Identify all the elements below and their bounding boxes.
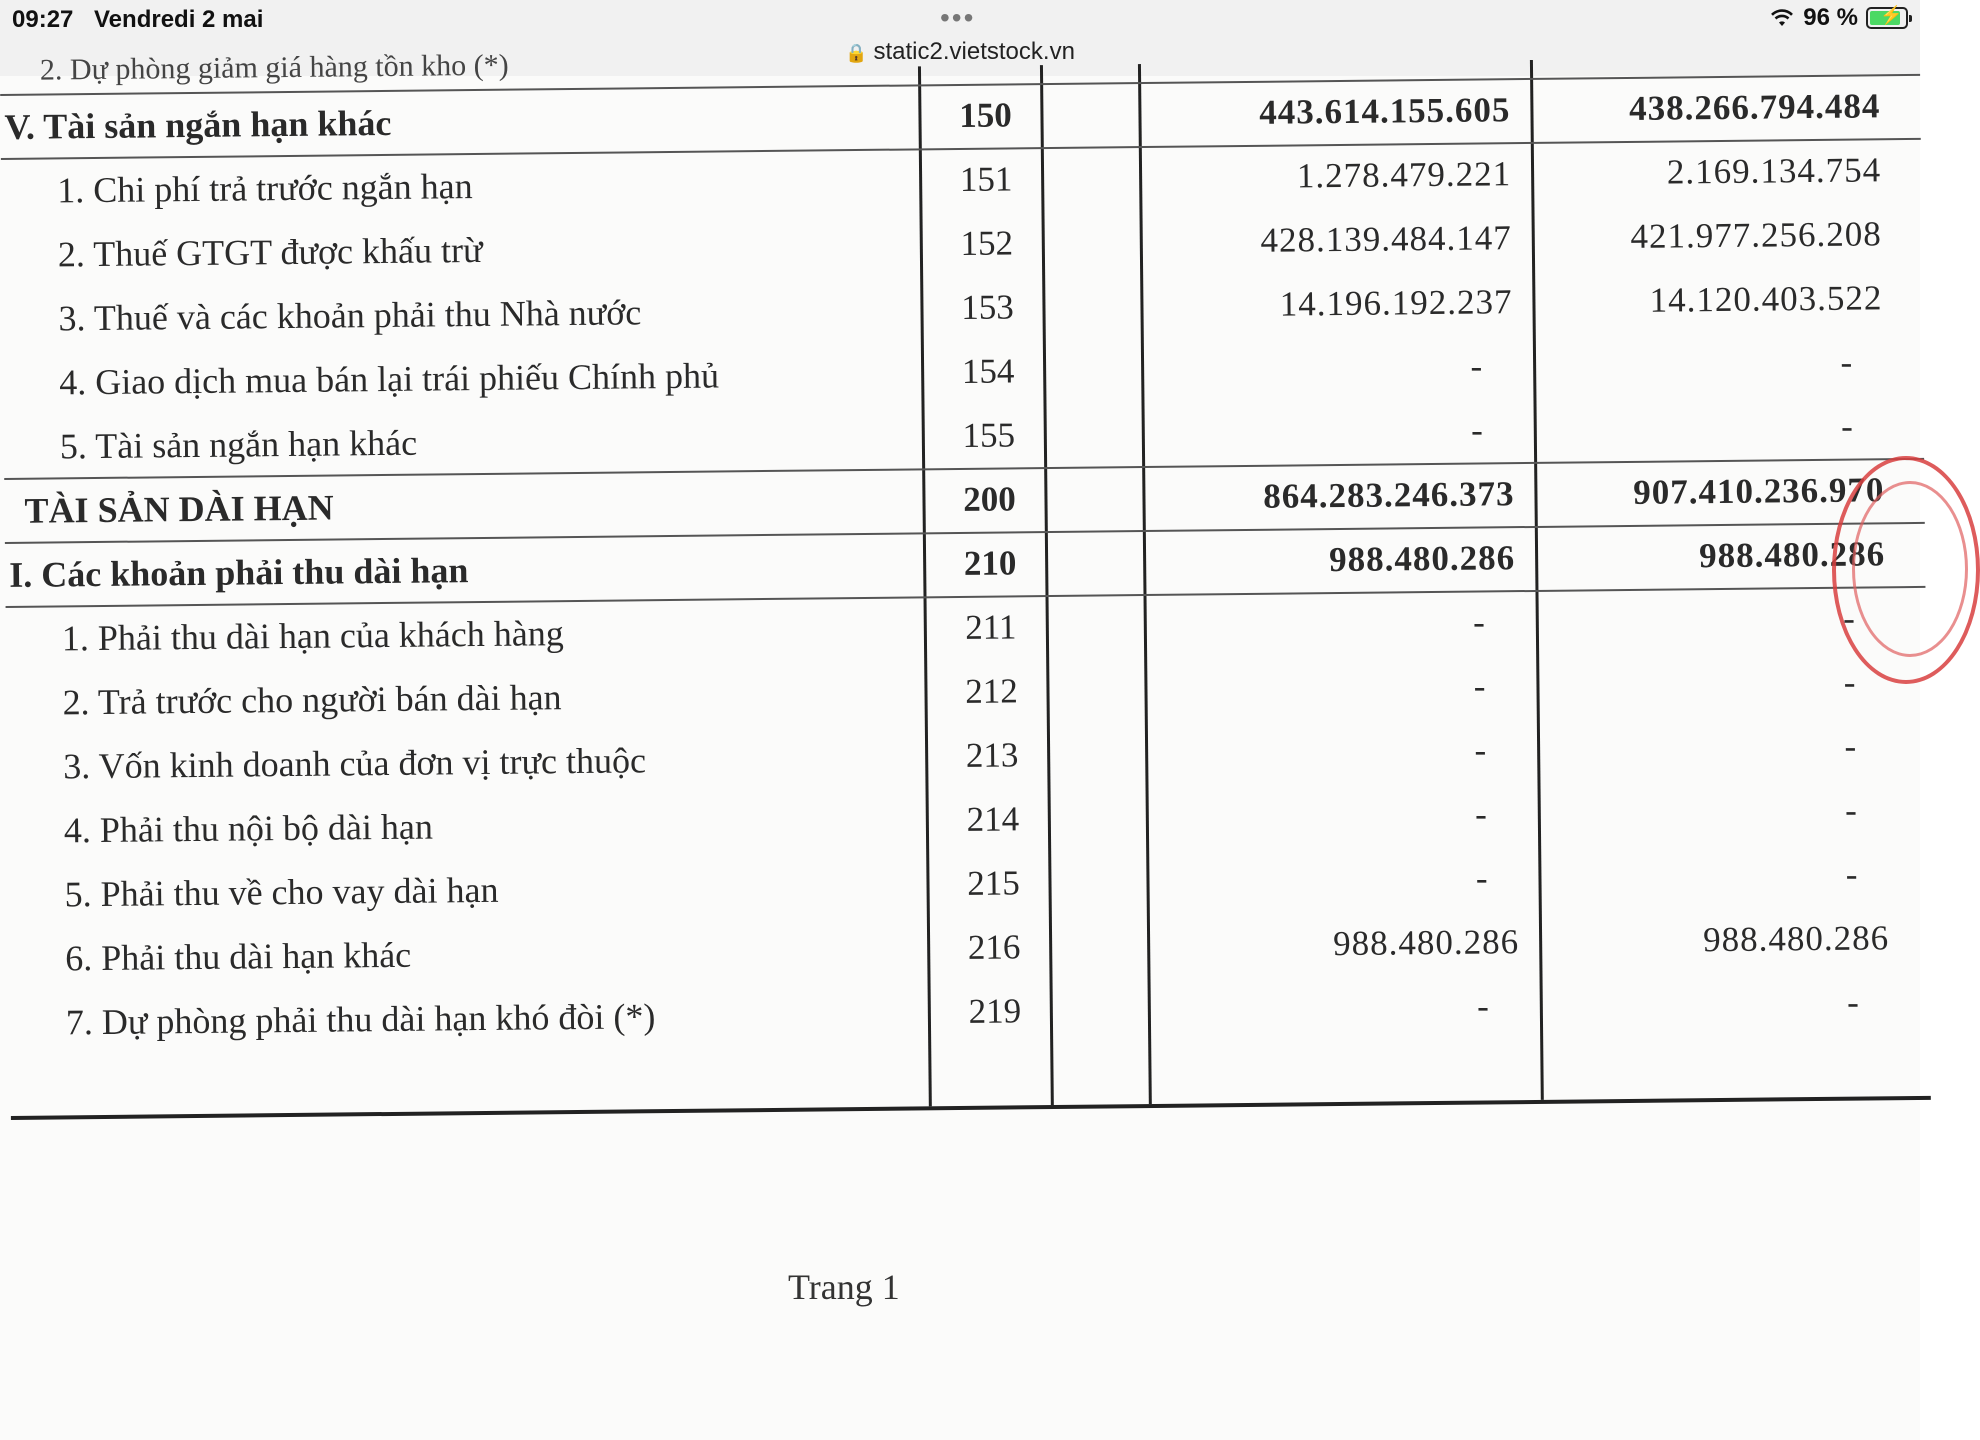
row-previous-value: - — [1844, 726, 1858, 766]
cut-off-row-label: 2. Dự phòng giảm giá hàng tồn kho (*) — [39, 48, 509, 87]
row-label: TÀI SẢN DÀI HẠN — [24, 487, 334, 531]
row-previous-value: - — [1844, 790, 1858, 830]
row-current-value: 443.614.155.605 — [1258, 90, 1511, 132]
row-previous-value: - — [1840, 342, 1854, 382]
row-previous-value: - — [1845, 854, 1859, 894]
date: Vendredi 2 mai — [94, 6, 264, 33]
row-code: 211 — [965, 607, 1017, 647]
row-previous-value: - — [1840, 406, 1854, 446]
row-previous-value: 421.977.256.208 — [1630, 214, 1882, 256]
column-divider-label — [918, 66, 932, 1106]
red-seal-stamp-inner — [1852, 481, 1968, 657]
table-bottom-rule — [11, 1096, 1931, 1120]
row-previous-value: 14.120.403.522 — [1649, 278, 1883, 320]
url-text: static2.vietstock.vn — [873, 38, 1075, 65]
row-code: 151 — [959, 159, 1013, 199]
row-current-value: - — [1473, 666, 1487, 706]
row-code: 213 — [965, 735, 1019, 775]
page-number: Trang 1 — [788, 1267, 900, 1307]
row-code: 215 — [967, 863, 1020, 903]
row-code: 152 — [960, 223, 1014, 263]
row-label: 2. Thuế GTGT được khấu trừ — [57, 229, 483, 275]
row-code: 219 — [968, 991, 1022, 1031]
row-current-value: 988.480.286 — [1328, 538, 1516, 580]
row-current-value: - — [1476, 986, 1491, 1026]
row-label: 4. Phải thu nội bộ dài hạn — [63, 806, 434, 851]
row-label: V. Tài sản ngắn hạn khác — [4, 102, 392, 147]
row-code: 214 — [966, 799, 1020, 839]
row-current-value: - — [1472, 602, 1487, 642]
battery-percent: 96 % — [1803, 4, 1858, 31]
row-previous-value: 438.266.794.484 — [1628, 86, 1881, 128]
row-label: 3. Thuế và các khoản phải thu Nhà nước — [58, 292, 642, 339]
row-code: 216 — [967, 927, 1021, 967]
row-label: 1. Phải thu dài hạn của khách hàng — [61, 613, 564, 659]
row-code: 154 — [961, 351, 1015, 391]
row-code: 155 — [962, 415, 1016, 455]
row-current-value: - — [1470, 346, 1484, 386]
row-label: I. Các khoản phải thu dài hạn — [9, 550, 469, 595]
row-current-value: 428.139.484.147 — [1260, 218, 1512, 260]
status-indicators — [1769, 4, 1908, 32]
row-previous-value: - — [1842, 598, 1856, 638]
row-code: 212 — [965, 671, 1018, 711]
row-label: 2. Trả trước cho người bán dài hạn — [62, 677, 562, 723]
row-current-value: 14.196.192.237 — [1279, 282, 1513, 324]
row-current-value: - — [1474, 730, 1488, 770]
row-current-value: - — [1475, 858, 1489, 898]
lock-icon: 🔒 — [845, 43, 868, 63]
wifi-icon — [1769, 8, 1795, 28]
multitasking-dots-icon[interactable]: ••• — [940, 2, 976, 33]
row-previous-value: 988.480.286 — [1698, 534, 1886, 576]
row-code: 210 — [963, 543, 1017, 583]
row-current-value: - — [1470, 410, 1484, 450]
row-previous-value: 2.169.134.754 — [1666, 150, 1882, 192]
row-previous-value: 988.480.286 — [1702, 918, 1890, 960]
row-label: 3. Vốn kinh doanh của đơn vị trực thuộc — [63, 740, 647, 787]
row-label: 5. Tài sản ngắn hạn khác — [59, 422, 418, 467]
row-current-value: 1.278.479.221 — [1296, 154, 1512, 196]
row-current-value: 864.283.246.373 — [1263, 474, 1515, 516]
battery-icon: ⚡ — [1866, 7, 1908, 29]
column-divider-current — [1530, 60, 1544, 1100]
row-previous-value: 907.410.236.970 — [1632, 470, 1885, 512]
row-label: 4. Giao dịch mua bán lại trái phiếu Chính phủ — [59, 355, 720, 403]
row-current-value: 988.480.286 — [1332, 922, 1520, 964]
row-label: 6. Phải thu dài hạn khác — [65, 934, 412, 979]
row-label: 5. Phải thu về cho vay dài hạn — [64, 869, 499, 915]
row-label: 7. Dự phòng phải thu dài hạn khó đòi (*) — [65, 996, 656, 1043]
row-code: 153 — [961, 287, 1014, 327]
clock: 09:27 — [12, 6, 74, 33]
row-code: 200 — [963, 479, 1016, 519]
column-divider-note — [1138, 64, 1152, 1104]
row-current-value: - — [1474, 794, 1489, 834]
row-code: 150 — [959, 95, 1012, 135]
row-previous-value: - — [1843, 662, 1857, 702]
row-label: 1. Chi phí trả trước ngắn hạn — [56, 166, 473, 211]
row-previous-value: - — [1846, 982, 1861, 1022]
